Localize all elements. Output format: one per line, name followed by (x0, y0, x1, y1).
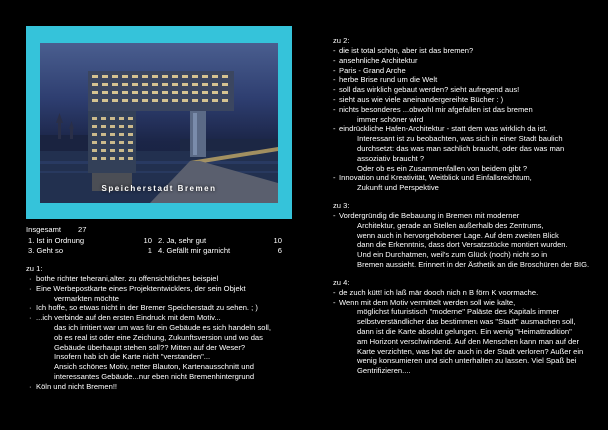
comment-item (333, 75, 595, 85)
survey-stats (26, 225, 306, 256)
photo-caption: Speicherstadt Bremen (101, 184, 217, 193)
section-label: zu 2: (333, 36, 350, 45)
comment-continuation: Interessant ist zu beobachten, was sich in einer Stadt baulich (357, 134, 563, 144)
comment-item (26, 303, 306, 313)
comment-continuation: das ich irritiert war um was für ein Gebäude es sich handeln soll, (54, 322, 271, 332)
comment-continuation: interessantes Gebäude...nur eben nicht Bremenhintergrund (54, 371, 255, 381)
comment-item (333, 288, 595, 298)
left-column (26, 26, 306, 392)
comment-continuation: Oder ob es ein Zusammenfallen von beidem gibt ? (357, 163, 528, 173)
comment-list (333, 288, 595, 376)
stats-row-label: 4. Gefällt mir garnicht (158, 246, 231, 255)
comment-item (26, 274, 306, 284)
comment-continuation: vermarkten möchte (54, 293, 119, 303)
stats-grid (26, 236, 306, 256)
comment-continuation: assoziativ braucht ? (357, 153, 425, 163)
comment-item (26, 313, 306, 382)
comment-text: - die ist total schön, aber ist das bremen? (339, 46, 474, 55)
comment-text: - eindrückliche Hafen-Architektur - statt dem was wirklich da ist. (339, 124, 548, 134)
stats-total-value: 27 (78, 225, 87, 234)
section-zu2 (333, 36, 595, 193)
comment-continuation: ob es real ist oder eine Zeichung, Zukunftsversion und wo das (54, 332, 263, 342)
comment-continuation: Architektur, gerade an Stellen außerhalb des Zentrums, (357, 220, 544, 230)
section-label: zu 3: (333, 200, 350, 210)
comment-item (333, 124, 595, 173)
comment-text: · Eine Werbepostkarte eines Projektentwicklers, der sein Objekt (36, 283, 246, 293)
comment-continuation: am Horizont verschwindend. Auf den Menschen kann man auf der (357, 336, 580, 346)
comment-item (333, 173, 595, 193)
section-zu1 (26, 264, 306, 392)
comment-continuation: selbstverständlicher das bestimmen was "Stadt" ausmachen soll, (357, 317, 576, 327)
comment-text: - sieht aus wie viele aneinandergereihte Bücher : ) (339, 94, 504, 104)
comment-text: - soll das wirklich gebaut werden? sieht aufregend aus! (339, 85, 520, 95)
section-label: zu 1: (26, 264, 43, 273)
comment-continuation: durchsetzt: das was man sachlich braucht, oder das was man (357, 143, 565, 153)
comment-continuation: wenig konsumieren und sich unterhalten zu lassen. Viel Spaß bei (357, 356, 577, 366)
comment-text: - herbe Brise rund um die Welt (339, 75, 438, 85)
comment-item (333, 46, 595, 56)
comment-item (333, 211, 595, 270)
right-column (333, 36, 595, 376)
comment-text: - ansehnliche Architektur (339, 55, 418, 65)
comment-continuation: dann die Erkenntnis, dass dort Versatzstücke montiert wurden. (357, 240, 568, 250)
building-illustration (40, 43, 278, 203)
comment-continuation: Ansich schönes Motiv, netter Blauton, Kartenausschnitt und (54, 362, 254, 372)
comment-list (333, 46, 595, 193)
comment-text: - Wenn mit dem Motiv vermittelt werden soll wie kalte, (339, 297, 516, 307)
comment-list (333, 211, 595, 270)
stats-row-value: 10 (273, 236, 282, 245)
section-zu4 (333, 278, 595, 376)
comment-list (26, 274, 306, 392)
comment-item (333, 105, 595, 125)
comment-item (26, 284, 306, 304)
comment-continuation: Gentrifizieren.... (357, 366, 411, 376)
comment-continuation: Gebäude überhaupt stehen soll?? Mitten auf der Weser? (54, 342, 246, 352)
stats-row-value: 10 (143, 236, 152, 245)
stats-row-label: 2. Ja, sehr gut (158, 236, 207, 245)
postcard-frame (26, 26, 292, 219)
comment-text: · Köln und nicht Bremen!! (36, 381, 118, 391)
stats-total-label: Insgesamt (26, 225, 62, 234)
comment-continuation: möglichst futuristisch "moderne" Paläste des Kapitals immer (357, 307, 560, 317)
stats-row-value: 6 (277, 246, 282, 255)
comment-continuation: Karte verzichten, was hat der auch in der Stadt verloren? Außer ein (357, 346, 584, 356)
comment-item (26, 382, 306, 392)
comment-continuation: wenn auch in hervorgehobener Lage. Auf dem zweiten Blick (357, 230, 559, 240)
stats-total (26, 225, 306, 235)
comment-continuation: Insofern hab ich die Karte nicht "verstanden"... (54, 352, 211, 362)
comment-continuation: Und ein Durchatmen, weil's zum Glück (noch) nicht so in (357, 250, 548, 260)
comment-text: · ...ich verbinde auf den ersten Eindruck mit dem Motiv... (36, 313, 221, 323)
stats-row-value: 1 (147, 246, 152, 255)
comment-text: - de zuch kütt! ich laß mär dooch nich n B förn K voormache. (339, 287, 539, 297)
comment-continuation: Bremen aussieht. Erinnert in der Ästhetik an die Broschüren der BIG. (357, 259, 590, 269)
comment-continuation: dann ist die Karte absolut gelungen. Ein wenig "Heimattradition" (357, 326, 572, 336)
comment-item (333, 298, 595, 376)
comment-item (333, 66, 595, 76)
comment-text: · bothe richter teherani,alter. zu offensichtliches beispiel (36, 274, 219, 283)
comment-continuation: Zukunft und Perspektive (357, 183, 439, 193)
comment-text: - Innovation und Kreativität, Weitblick und Einfallsreichtum, (339, 173, 532, 183)
comment-continuation: immer schöner wird (357, 114, 424, 124)
comment-text: - nichts besonderes ...obwohl mir afgefallen ist das bremen (339, 104, 533, 114)
comment-item (333, 85, 595, 95)
comment-text: - Paris - Grand Arche (339, 65, 406, 75)
postcard-photo (40, 43, 278, 203)
comment-text: · Ich hoffe, so etwas nicht in der Bremer Speicherstadt zu sehen. ; ) (36, 303, 258, 313)
section-label: zu 4: (333, 277, 350, 287)
stats-row-label: 1. Ist in Ordnung (28, 236, 85, 245)
comment-item (333, 95, 595, 105)
comment-text: - Vordergründig die Bebauung in Bremen mit moderner (339, 210, 520, 220)
comment-item (333, 56, 595, 66)
section-zu3 (333, 201, 595, 270)
stats-row-label: 3. Geht so (28, 246, 64, 255)
